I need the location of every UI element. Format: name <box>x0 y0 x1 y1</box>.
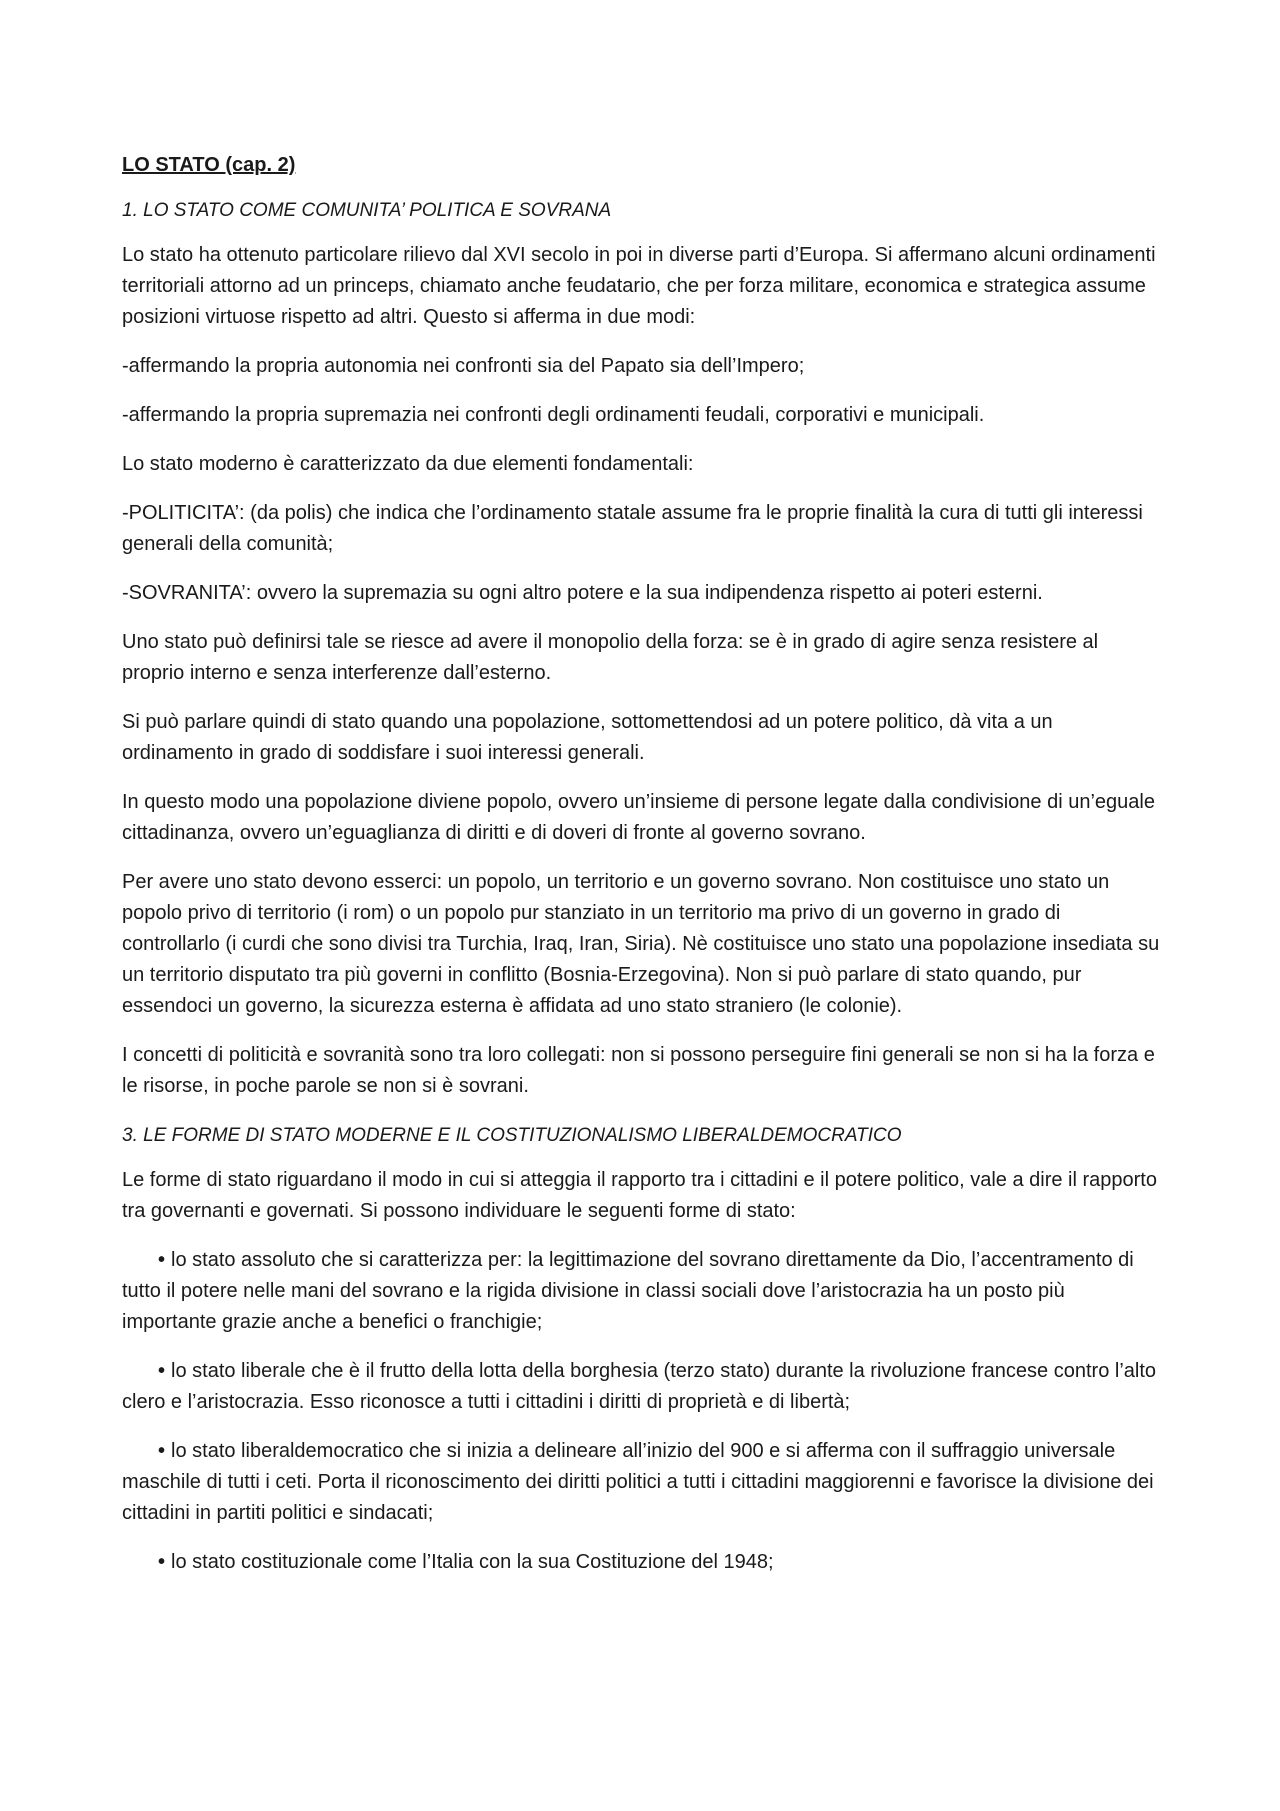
paragraph: -POLITICITA’: (da polis) che indica che l’ordinamento statale assume fra le proprie finalità la cura di tutti gli interessi generali della comunità; <box>122 502 1143 555</box>
bullet-text: lo stato liberale che è il frutto della lotta della borghesia (terzo stato) durante la rivoluzione francese contro l’alto clero e l’aristocrazia. Esso riconosce a tutti i cittadini i diritti di proprietà e di libertà; <box>122 1360 1157 1413</box>
paragraph: Lo stato ha ottenuto particolare rilievo dal XVI secolo in poi in diverse parti d’Europa. Si affermano alcuni ordinamenti territoriali attorno ad un princeps, chiamato anche feudatario, che per forza militare, economica e strategica assume posizioni virtuose rispetto ad altri. Questo si afferma in due modi: <box>122 244 1156 328</box>
paragraph: -affermando la propria supremazia nei confronti degli ordinamenti feudali, corporativi e municipali. <box>122 404 985 426</box>
paragraph: -affermando la propria autonomia nei confronti sia del Papato sia dell’Impero; <box>122 355 805 377</box>
document-page <box>122 150 1162 1596</box>
paragraph: Per avere uno stato devono esserci: un popolo, un territorio e un governo sovrano. Non costituisce uno stato un popolo privo di territorio (i rom) o un popolo pur stanziato in un territorio ma privo di un governo in grado di controllarlo (i curdi che sono divisi tra Turchia, Iraq, Iran, Siria). Nè costituisce uno stato una popolazione insediata su un territorio disputato tra più governi in conflitto (Bosnia-Erzegovina). Non si può parlare di stato quando, pur essendoci un governo, la sicurezza esterna è affidata ad uno stato straniero (le colonie). <box>122 871 1160 1017</box>
bullet-text: lo stato assoluto che si caratterizza per: la legittimazione del sovrano direttamente da Dio, l’accentramento di tutto il potere nelle mani del sovrano e la rigida divisione in classi sociali dove l’aristocrazia ha un posto più importante grazie anche a benefici o franchigie; <box>122 1249 1134 1333</box>
bullet-text: lo stato costituzionale come l’Italia con la sua Costituzione del 1948; <box>171 1551 774 1573</box>
bullet-icon: • <box>158 1360 166 1382</box>
paragraph: Uno stato può definirsi tale se riesce ad avere il monopolio della forza: se è in grado di agire senza resistere al proprio interno e senza interferenze dall’esterno. <box>122 631 1099 684</box>
paragraph: I concetti di politicità e sovranità sono tra loro collegati: non si possono perseguire fini generali se non si ha la forza e le risorse, in poche parole se non si è sovrani. <box>122 1044 1155 1097</box>
bullet-item <box>122 1245 1162 1338</box>
bullet-icon: • <box>158 1551 166 1573</box>
paragraph: Si può parlare quindi di stato quando una popolazione, sottomettendosi ad un potere politico, dà vita a un ordinamento in grado di soddisfare i suoi interessi generali. <box>122 711 1053 764</box>
paragraph: -SOVRANITA’: ovvero la supremazia su ogni altro potere e la sua indipendenza rispetto ai poteri esterni. <box>122 582 1043 604</box>
bullet-text: lo stato liberaldemocratico che si inizia a delineare all’inizio del 900 e si afferma con il suffraggio universale maschile di tutti i ceti. Porta il riconoscimento dei diritti politici a tutti i cittadini maggiorenni e favorisce la divisione dei cittadini in partiti politici e sindacati; <box>122 1440 1154 1524</box>
bullet-item <box>122 1547 1162 1578</box>
bullet-icon: • <box>158 1249 166 1271</box>
section-3-heading: 3. LE FORME DI STATO MODERNE E IL COSTITUZIONALISMO LIBERALDEMOCRATICO <box>122 1125 902 1146</box>
section-1-heading: 1. LO STATO COME COMUNITA’ POLITICA E SOVRANA <box>122 200 612 221</box>
paragraph: In questo modo una popolazione diviene popolo, ovvero un’insieme di persone legate dalla condivisione di un’eguale cittadinanza, ovvero un’eguaglianza di diritti e di doveri di fronte al governo sovrano. <box>122 791 1155 844</box>
bullet-item <box>122 1436 1162 1529</box>
paragraph: Lo stato moderno è caratterizzato da due elementi fondamentali: <box>122 453 694 475</box>
document-title: LO STATO (cap. 2) <box>122 154 296 176</box>
bullet-item <box>122 1356 1162 1418</box>
bullet-icon: • <box>158 1440 166 1462</box>
section-3-intro: Le forme di stato riguardano il modo in cui si atteggia il rapporto tra i cittadini e il potere politico, vale a dire il rapporto tra governanti e governati. Si possono individuare le seguenti forme di stato: <box>122 1169 1157 1222</box>
